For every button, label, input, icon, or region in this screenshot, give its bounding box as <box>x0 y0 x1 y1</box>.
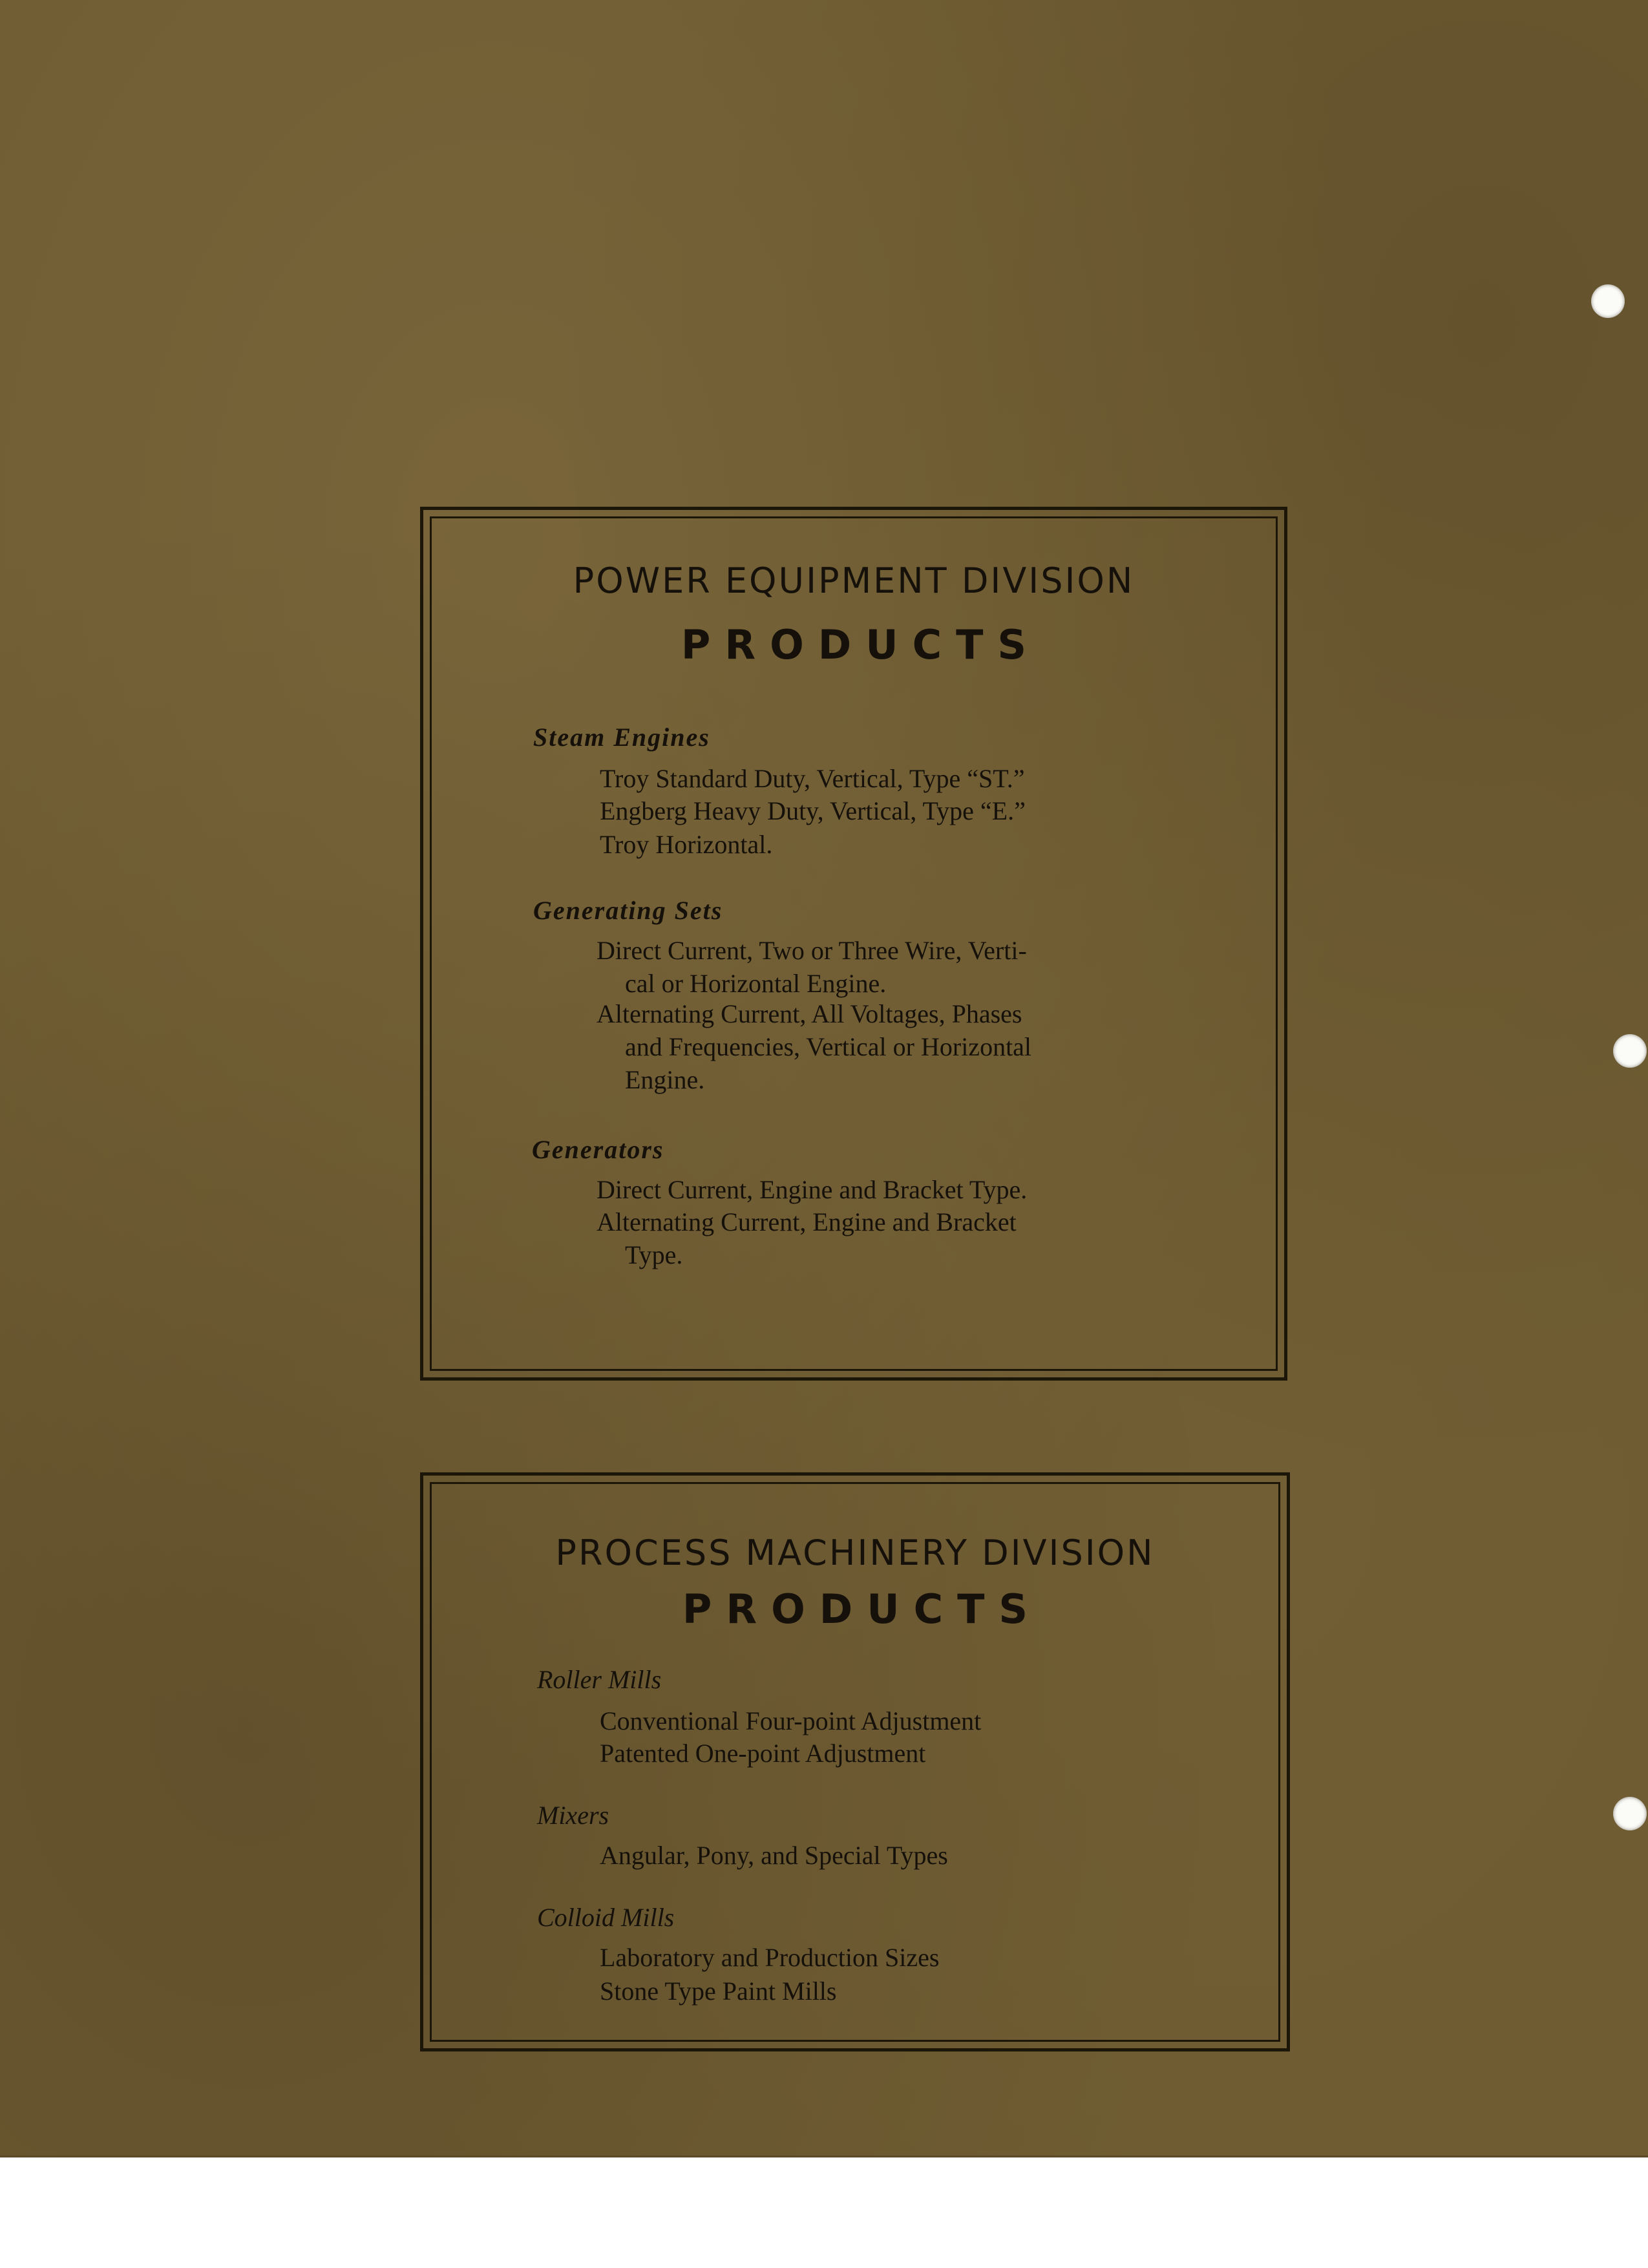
process-machinery-panel <box>420 1472 1290 2051</box>
section-title-colloid-mills: Colloid Mills <box>537 1903 675 1932</box>
list-item: Conventional Four-point Adjustment <box>600 1706 982 1735</box>
punch-hole-middle <box>1613 1034 1647 1068</box>
list-item: Troy Horizontal. <box>600 830 773 859</box>
list-item: Laboratory and Production Sizes <box>600 1943 940 1972</box>
list-item: Direct Current, Two or Three Wire, Verti- cal or Horizontal Engine. <box>597 936 1027 998</box>
list-item: Engberg Heavy Duty, Vertical, Type “E.” <box>600 796 1026 825</box>
section-title-mixers: Mixers <box>537 1801 609 1830</box>
products-heading: PRODUCTS <box>681 621 1041 668</box>
section-title-generating-sets: Generating Sets <box>533 896 723 925</box>
list-item: Troy Standard Duty, Vertical, Type “ST.” <box>600 764 1025 793</box>
products-heading: PRODUCTS <box>682 1585 1042 1633</box>
section-title-steam-engines: Steam Engines <box>533 723 710 752</box>
list-item: Patented One-point Adjustment <box>600 1739 926 1768</box>
list-item: Angular, Pony, and Special Types <box>600 1841 948 1870</box>
punch-hole-top <box>1591 284 1625 318</box>
power-equipment-panel <box>420 507 1287 1381</box>
punch-hole-bottom <box>1613 1797 1647 1830</box>
list-item: Alternating Current, All Voltages, Phases and Frequencies, Vertical or Horizontal Engine. <box>597 999 1032 1094</box>
list-item: Alternating Current, Engine and Bracket Type. <box>597 1207 1017 1269</box>
division-title: POWER EQUIPMENT DIVISION <box>573 560 1135 601</box>
section-title-roller-mills: Roller Mills <box>537 1665 662 1694</box>
section-title-generators: Generators <box>532 1135 664 1164</box>
list-item: Direct Current, Engine and Bracket Type. <box>597 1175 1028 1204</box>
list-item: Stone Type Paint Mills <box>600 1977 837 2006</box>
division-title: PROCESS MACHINERY DIVISION <box>555 1532 1155 1573</box>
